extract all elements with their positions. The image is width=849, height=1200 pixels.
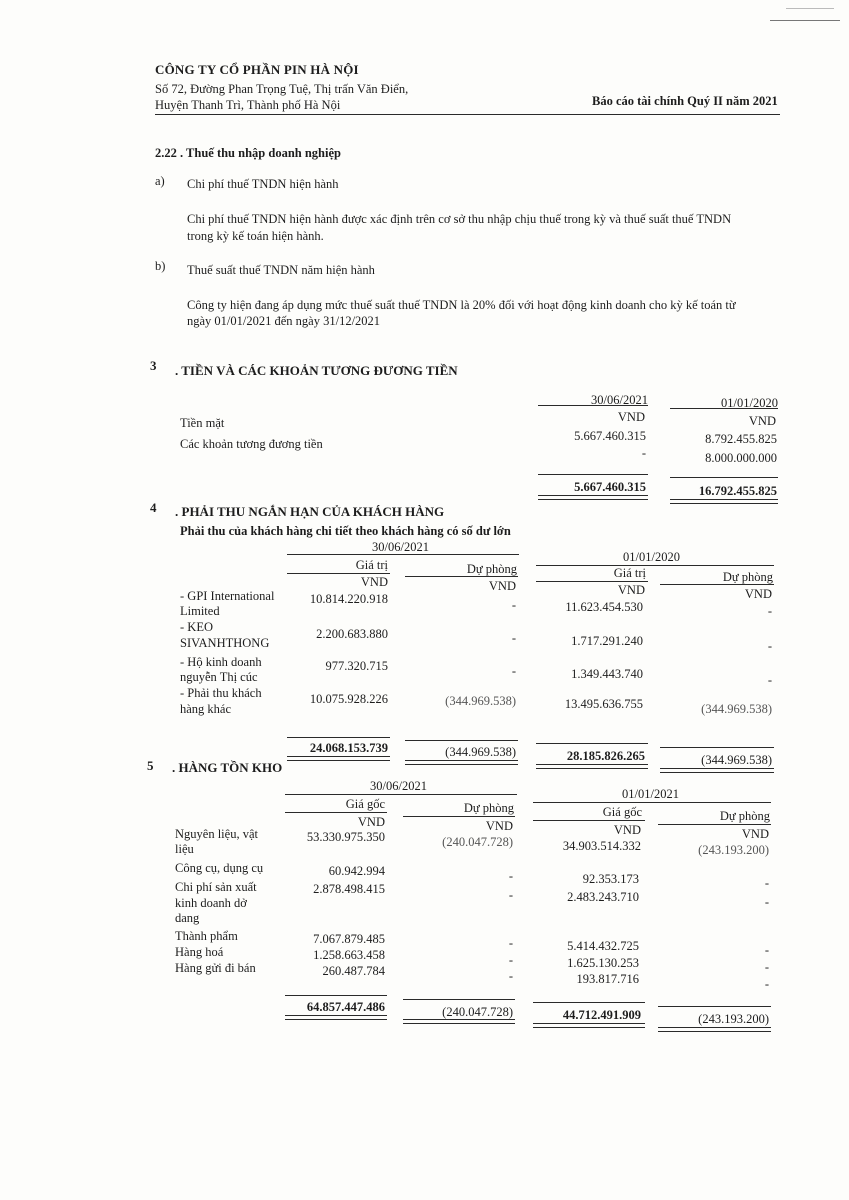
- section-3-number: 3: [150, 358, 157, 373]
- total-value: (240.047.728): [442, 1005, 513, 1019]
- column-rule: [287, 573, 390, 574]
- total-value: (344.969.538): [701, 753, 772, 767]
- row-value: -: [767, 604, 772, 618]
- row-value: -: [508, 869, 513, 883]
- row-value: (344.969.538): [445, 694, 516, 708]
- row-label: - GPI International: [180, 589, 275, 603]
- row-label: nguyễn Thị cúc: [180, 670, 258, 684]
- column-rule: [533, 820, 645, 821]
- row-value: 5.414.432.725: [567, 939, 639, 953]
- subtotal-rule: [536, 743, 648, 744]
- row-label: - KEO: [180, 620, 213, 634]
- period-rule: [285, 794, 517, 795]
- paragraph-b-line2: ngày 01/01/2021 đến ngày 31/12/2021: [187, 314, 381, 328]
- paragraph-b-line1: Công ty hiện đang áp dụng mức thuế suất thuế TNDN là 20% đối với hoạt động kinh doanh cho kỳ kế toán từ: [187, 298, 736, 312]
- unit-label: VND: [357, 815, 385, 829]
- section-222-heading: 2.22 . Thuế thu nhập doanh nghiệp: [155, 146, 341, 160]
- unit-label: VND: [613, 823, 641, 837]
- column-header-value: Giá trị: [355, 558, 388, 572]
- column-rule: [285, 812, 387, 813]
- period-label-1: 30/06/2021: [370, 779, 427, 793]
- report-title: Báo cáo tài chính Quý II năm 2021: [592, 94, 778, 108]
- row-value: -: [767, 639, 772, 653]
- period-label-1: 30/06/2021: [372, 540, 429, 554]
- subsection-a-label: a): [155, 174, 165, 188]
- total-value: 5.667.460.315: [574, 480, 646, 494]
- section-3-title: . TIỀN VÀ CÁC KHOẢN TƯƠNG ĐƯƠNG TIỀN: [175, 363, 458, 378]
- row-value: -: [508, 969, 513, 983]
- row-value: -: [511, 598, 516, 612]
- unit-label: VND: [360, 575, 388, 589]
- row-label: SIVANHTHONG: [180, 636, 270, 650]
- row-value: 977.320.715: [325, 659, 388, 673]
- subtotal-rule: [658, 1006, 771, 1007]
- paragraph-a-line2: trong kỳ kế toán hiện hành.: [187, 229, 324, 243]
- row-value: (344.969.538): [701, 702, 772, 716]
- row-value: 7.067.879.485: [313, 932, 385, 946]
- column-rule: [405, 576, 518, 577]
- subsection-b-label: b): [155, 259, 166, 273]
- column-header-cost: Giá gốc: [602, 805, 642, 819]
- unit-label: VND: [744, 587, 772, 601]
- total-value: 16.792.455.825: [698, 484, 777, 498]
- corner-rule: [786, 8, 834, 9]
- row-label: - Hộ kinh doanh: [180, 655, 262, 669]
- subtotal-rule: [670, 477, 778, 478]
- total-double-rule: [405, 760, 518, 765]
- company-name: CÔNG TY CỔ PHẦN PIN HÀ NỘI: [155, 62, 359, 77]
- subtotal-rule: [538, 474, 648, 475]
- subtotal-rule: [405, 740, 518, 741]
- unit-label-1: VND: [617, 410, 645, 424]
- row-value: 193.817.716: [576, 972, 639, 986]
- period-rule: [533, 802, 771, 803]
- company-address-line2: Huyện Thanh Trì, Thành phố Hà Nội: [155, 98, 341, 112]
- subtotal-rule: [285, 995, 387, 996]
- column-rule: [658, 824, 771, 825]
- row-value: -: [767, 673, 772, 687]
- total-value: (344.969.538): [445, 745, 516, 759]
- row-label: liệu: [175, 842, 194, 856]
- row-label: Các khoản tương đương tiền: [180, 437, 323, 451]
- total-value: 28.185.826.265: [566, 749, 645, 763]
- row-value: -: [764, 977, 769, 991]
- period-label-2: 01/01/2020: [623, 550, 680, 564]
- total-value: 44.712.491.909: [562, 1008, 641, 1022]
- column-header-value: Giá trị: [613, 566, 646, 580]
- row-label: Limited: [180, 604, 220, 618]
- subtotal-rule: [403, 999, 515, 1000]
- total-value: (243.193.200): [698, 1012, 769, 1026]
- total-double-rule: [536, 764, 648, 769]
- row-value: -: [764, 876, 769, 890]
- row-value: (243.193.200): [698, 843, 769, 857]
- row-value: -: [764, 960, 769, 974]
- total-double-rule: [403, 1019, 515, 1024]
- row-label: hàng khác: [180, 702, 232, 716]
- section-5-title: . HÀNG TỒN KHO: [172, 760, 283, 775]
- row-value: 92.353.173: [582, 872, 639, 886]
- column-rule: [403, 816, 515, 817]
- unit-label: VND: [488, 579, 516, 593]
- row-value: (240.047.728): [442, 835, 513, 849]
- row-label: Tiền mặt: [180, 416, 225, 430]
- row-value: 1.717.291.240: [571, 634, 643, 648]
- row-value: 53.330.975.350: [306, 830, 385, 844]
- row-value: 34.903.514.332: [562, 839, 641, 853]
- row-value: -: [508, 888, 513, 902]
- column-rule: [536, 581, 648, 582]
- header-rule: [155, 114, 780, 115]
- total-double-rule: [285, 1015, 387, 1020]
- row-label: kinh doanh dở: [175, 896, 247, 910]
- subtotal-rule: [533, 1002, 645, 1003]
- total-double-rule: [533, 1023, 645, 1028]
- total-double-rule: [658, 1027, 771, 1032]
- corner-rule: [770, 20, 840, 21]
- row-value: 2.878.498.415: [313, 882, 385, 896]
- paragraph-a-line1: Chi phí thuế TNDN hiện hành được xác định trên cơ sở thu nhập chịu thuế trong kỳ và thuế suất thuế TNDN: [187, 212, 732, 226]
- row-value: 10.814.220.918: [309, 592, 388, 606]
- row-label: Thành phẩm: [175, 929, 238, 943]
- row-value: 13.495.636.755: [564, 697, 643, 711]
- unit-label: VND: [617, 583, 645, 597]
- total-value: 24.068.153.739: [309, 741, 388, 755]
- row-value: 2.483.243.710: [567, 890, 639, 904]
- row-value: -: [508, 936, 513, 950]
- section-4-subtitle: Phải thu của khách hàng chi tiết theo khách hàng có số dư lớn: [180, 524, 511, 538]
- total-value: 64.857.447.486: [306, 1000, 385, 1014]
- unit-label: VND: [741, 827, 769, 841]
- column-date-1: 30/06/2021: [591, 393, 648, 407]
- period-label-2: 01/01/2021: [622, 787, 679, 801]
- row-value: 1.625.130.253: [567, 956, 639, 970]
- unit-label: VND: [485, 819, 513, 833]
- row-value: 8.792.455.825: [705, 432, 777, 446]
- row-value: 1.258.663.458: [313, 948, 385, 962]
- row-label: Công cụ, dụng cụ: [175, 861, 264, 875]
- company-address-line1: Số 72, Đường Phan Trọng Tuệ, Thị trấn Văn Điển,: [155, 82, 409, 96]
- row-value: 8.000.000.000: [705, 451, 777, 465]
- total-double-rule: [670, 499, 778, 504]
- row-label: - Phải thu khách: [180, 686, 262, 700]
- row-value: -: [764, 895, 769, 909]
- row-value: -: [764, 943, 769, 957]
- row-label: Hàng gửi đi bán: [175, 961, 256, 975]
- row-value: -: [641, 446, 646, 460]
- column-header-provision: Dự phòng: [466, 562, 517, 576]
- column-date-2: 01/01/2020: [721, 396, 778, 410]
- row-value: 11.623.454.530: [565, 600, 643, 614]
- row-value: 260.487.784: [322, 964, 385, 978]
- column-header-cost: Giá gốc: [345, 797, 385, 811]
- subsection-b-title: Thuế suất thuế TNDN năm hiện hành: [187, 263, 375, 277]
- row-label: dang: [175, 911, 200, 925]
- period-rule: [287, 554, 519, 555]
- row-value: 5.667.460.315: [574, 429, 646, 443]
- subtotal-rule: [660, 747, 774, 748]
- column-header-provision: Dự phòng: [719, 809, 770, 823]
- total-double-rule: [538, 495, 648, 500]
- column-header-provision: Dự phòng: [463, 801, 514, 815]
- section-4-number: 4: [150, 500, 157, 515]
- column-header-provision: Dự phòng: [722, 570, 773, 584]
- row-label: Chi phí sản xuất: [175, 880, 257, 894]
- row-value: -: [508, 953, 513, 967]
- row-label: Nguyên liệu, vật: [175, 827, 258, 841]
- row-value: -: [511, 631, 516, 645]
- unit-label-2: VND: [748, 414, 776, 428]
- total-double-rule: [287, 756, 390, 761]
- row-value: 1.349.443.740: [571, 667, 643, 681]
- section-4-title: . PHẢI THU NGẮN HẠN CỦA KHÁCH HÀNG: [175, 504, 445, 519]
- row-value: -: [511, 664, 516, 678]
- row-value: 60.942.994: [328, 864, 385, 878]
- subtotal-rule: [287, 737, 390, 738]
- row-label: Hàng hoá: [175, 945, 224, 959]
- section-5-number: 5: [147, 758, 154, 773]
- column-rule: [660, 584, 774, 585]
- row-value: 2.200.683.880: [316, 627, 388, 641]
- row-value: 10.075.928.226: [309, 692, 388, 706]
- subsection-a-title: Chi phí thuế TNDN hiện hành: [187, 177, 339, 191]
- total-double-rule: [660, 768, 774, 773]
